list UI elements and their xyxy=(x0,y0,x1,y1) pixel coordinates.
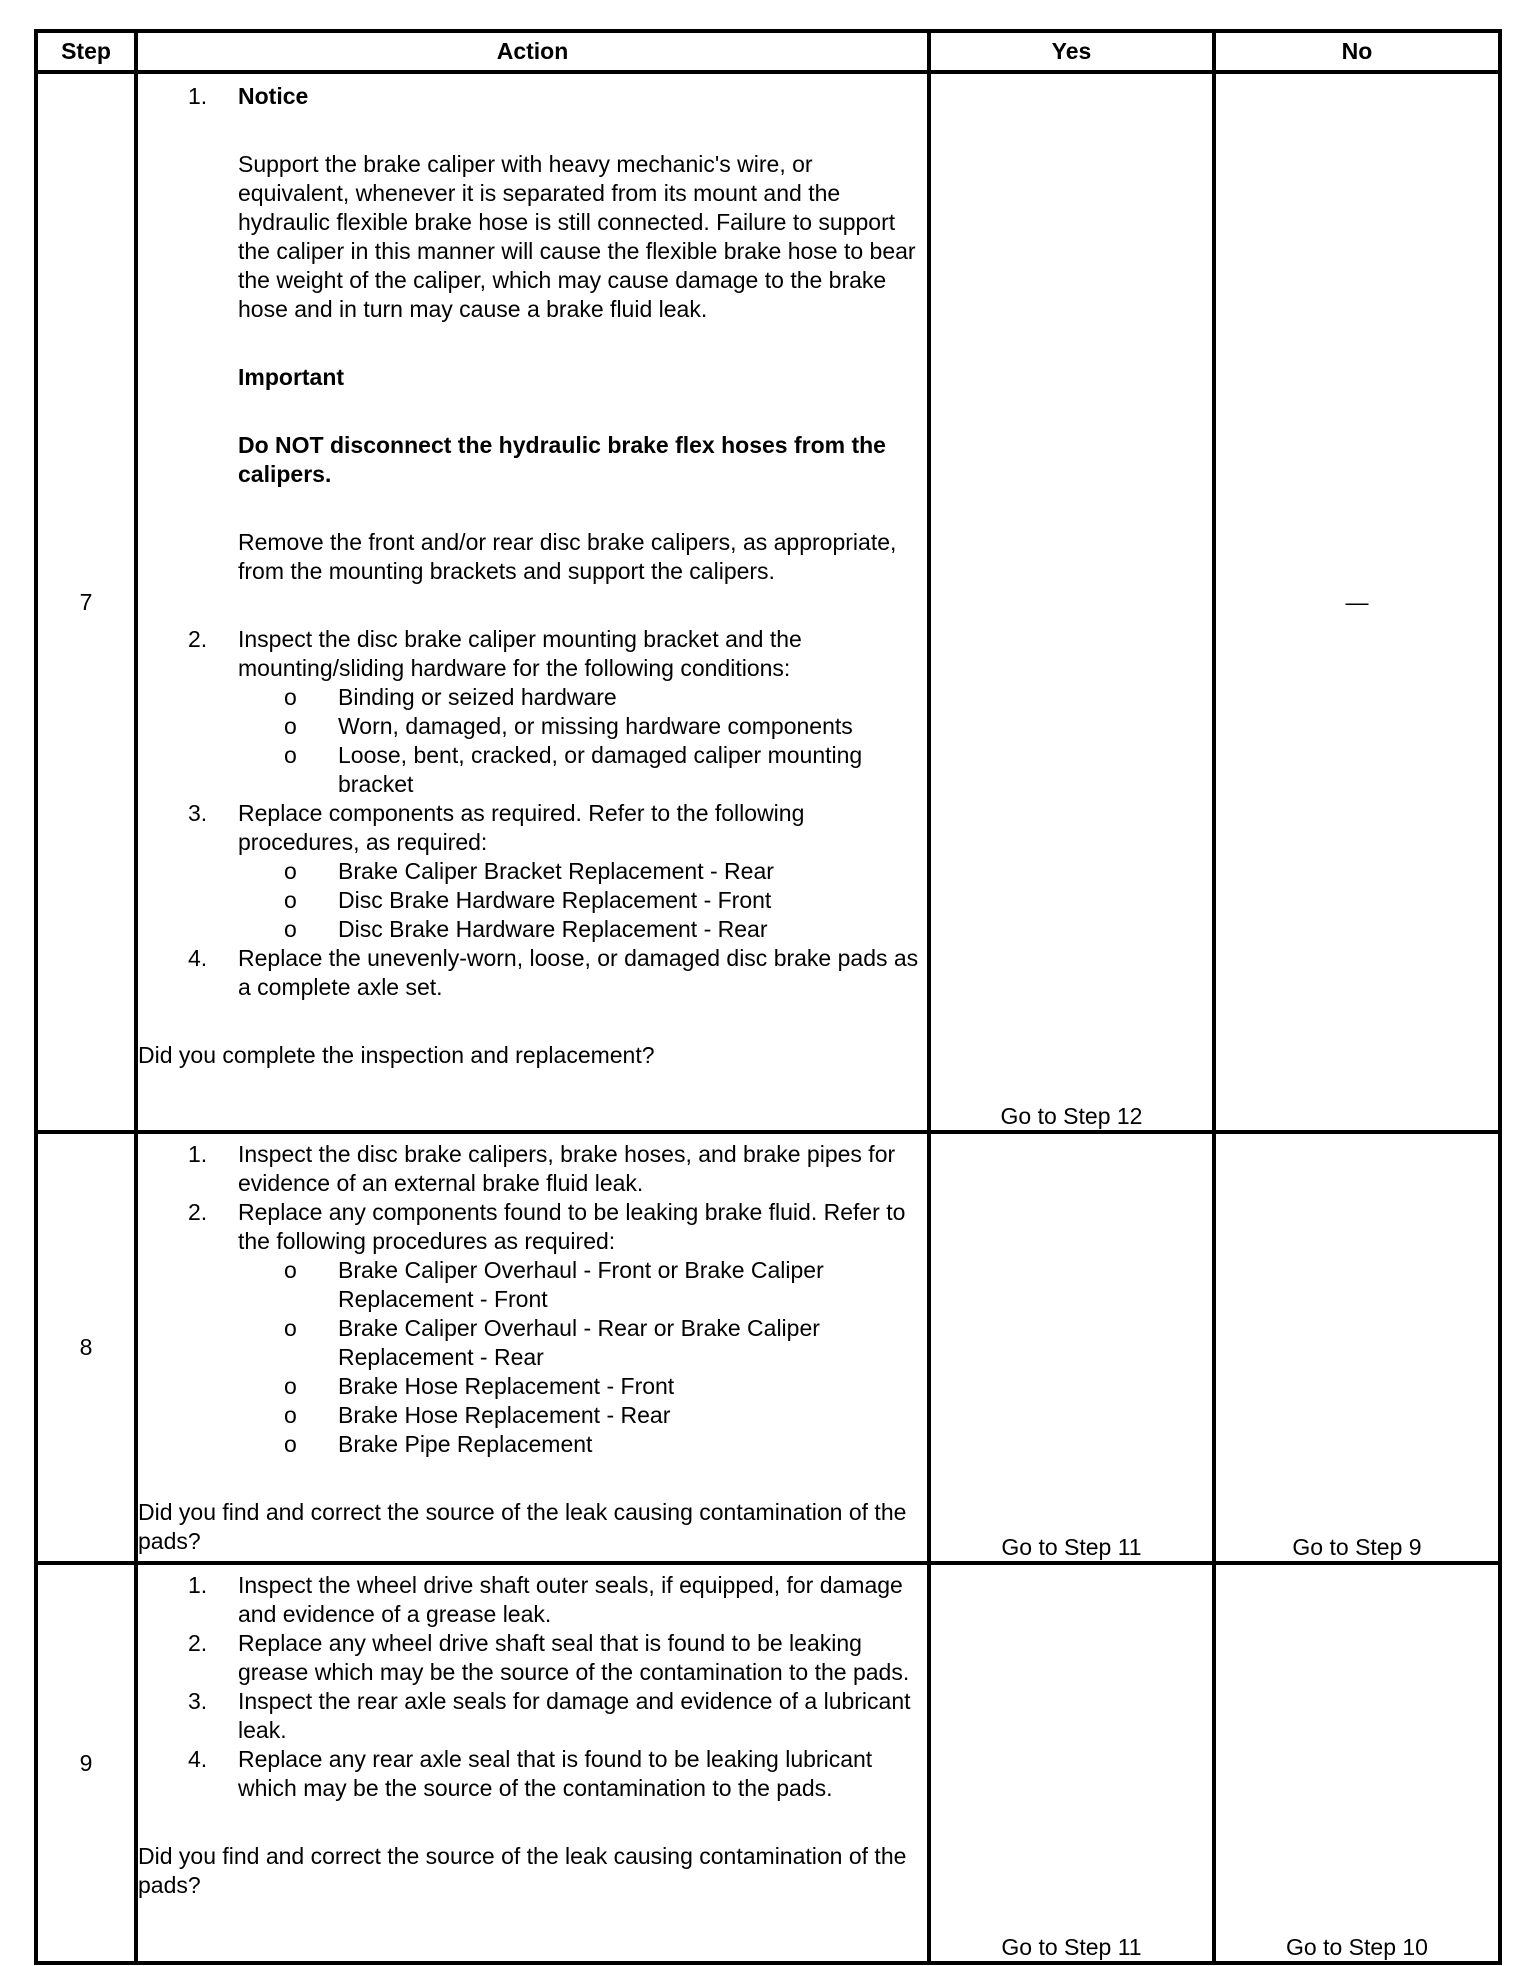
item-text: Replace the unevenly-worn, loose, or damaged disc brake pads as a complete axle set. xyxy=(238,945,919,1000)
sub-list xyxy=(138,683,927,799)
diagnostic-table xyxy=(34,29,1502,1965)
table-row xyxy=(36,1563,1500,1963)
table-row xyxy=(36,1132,1500,1563)
bullet-icon: o xyxy=(284,858,297,884)
sub-item xyxy=(138,915,927,944)
list-item xyxy=(138,1140,927,1198)
sub-item-text: Loose, bent, cracked, or damaged caliper mounting bracket xyxy=(338,742,863,797)
sub-item-text: Brake Pipe Replacement xyxy=(338,1431,593,1457)
sub-item xyxy=(138,1256,927,1314)
list-item xyxy=(138,1629,927,1687)
sub-item-text: Binding or seized hardware xyxy=(338,684,617,710)
bullet-icon: o xyxy=(284,713,297,739)
item-text: Inspect the disc brake calipers, brake hoses, and brake pipes for evidence of an external brake fluid leak. xyxy=(238,1141,896,1196)
item-text: Replace any rear axle seal that is found to be leaking lubricant which may be the source of the contamination to the pads. xyxy=(238,1746,873,1801)
sub-item xyxy=(138,741,927,799)
bullet-icon: o xyxy=(284,1257,297,1283)
table-row xyxy=(36,72,1500,1132)
item-number: 3. xyxy=(188,1688,208,1714)
step-list xyxy=(138,1571,927,1842)
header-row xyxy=(36,31,1500,72)
action-cell xyxy=(136,1563,929,1963)
question-text: Did you find and correct the source of the leak causing contamination of the pads? xyxy=(138,1843,907,1898)
step-number: 9 xyxy=(36,1563,136,1963)
bullet-icon: o xyxy=(284,1431,297,1457)
item-number: 2. xyxy=(188,1199,208,1225)
sub-item xyxy=(138,1314,927,1372)
sub-item-text: Brake Caliper Overhaul - Rear or Brake Caliper Replacement - Rear xyxy=(338,1315,820,1370)
item-text: Inspect the disc brake caliper mounting bracket and the mounting/sliding hardware for the following conditions: xyxy=(238,626,802,681)
item-number: 4. xyxy=(188,1746,208,1772)
question-text: Did you find and correct the source of the leak causing contamination of the pads? xyxy=(138,1499,907,1554)
header-step: Step xyxy=(36,31,136,72)
sub-item xyxy=(138,886,927,915)
sub-list xyxy=(138,857,927,944)
list-item xyxy=(138,799,927,944)
step-number: 8 xyxy=(36,1132,136,1563)
sub-item-text: Disc Brake Hardware Replacement - Front xyxy=(338,887,772,913)
item-text: Inspect the wheel drive shaft outer seals, if equipped, for damage and evidence of a grease leak. xyxy=(238,1572,903,1627)
bullet-icon: o xyxy=(284,742,297,768)
item-number: 1. xyxy=(188,1141,208,1167)
no-cell: Go to Step 9 xyxy=(1214,1132,1500,1563)
item-text: Remove the front and/or rear disc brake calipers, as appropriate, from the mounting brackets and support the calipers. xyxy=(238,529,897,584)
item-number: 2. xyxy=(188,626,208,652)
bullet-icon: o xyxy=(284,916,297,942)
list-item xyxy=(138,1198,927,1498)
no-cell: Go to Step 10 xyxy=(1214,1563,1500,1963)
item-text: Replace any wheel drive shaft seal that is found to be leaking grease which may be the source of the contamination to the pads. xyxy=(238,1630,910,1685)
action-cell xyxy=(136,72,929,1132)
item-text: Replace components as required. Refer to the following procedures, as required: xyxy=(238,800,805,855)
sub-item xyxy=(138,857,927,886)
step-list xyxy=(138,1140,927,1498)
list-item xyxy=(138,82,927,625)
sub-item xyxy=(138,712,927,741)
list-item xyxy=(138,944,927,1041)
bullet-icon: o xyxy=(284,887,297,913)
important-text: Do NOT disconnect the hydraulic brake flex hoses from the calipers. xyxy=(238,432,886,487)
bullet-icon: o xyxy=(284,1315,297,1341)
action-cell xyxy=(136,1132,929,1563)
sub-list xyxy=(138,1256,927,1459)
sub-item-text: Disc Brake Hardware Replacement - Rear xyxy=(338,916,768,942)
list-item xyxy=(138,1571,927,1629)
header-no: No xyxy=(1214,31,1500,72)
bullet-icon: o xyxy=(284,684,297,710)
item-number: 1. xyxy=(188,1572,208,1598)
list-item xyxy=(138,1745,927,1842)
list-item xyxy=(138,625,927,799)
important-label: Important xyxy=(238,364,345,390)
sub-item-text: Brake Hose Replacement - Rear xyxy=(338,1402,671,1428)
sub-item-text: Brake Caliper Bracket Replacement - Rear xyxy=(338,858,774,884)
header-action: Action xyxy=(136,31,929,72)
sub-item-text: Brake Caliper Overhaul - Front or Brake Caliper Replacement - Front xyxy=(338,1257,824,1312)
bullet-icon: o xyxy=(284,1373,297,1399)
header-yes: Yes xyxy=(929,31,1214,72)
sub-item-text: Brake Hose Replacement - Front xyxy=(338,1373,675,1399)
sub-item xyxy=(138,1430,927,1459)
item-text: Replace any components found to be leaking brake fluid. Refer to the following procedures as required: xyxy=(238,1199,906,1254)
sub-item xyxy=(138,1401,927,1430)
item-number: 2. xyxy=(188,1630,208,1656)
list-item xyxy=(138,1687,927,1745)
bullet-icon: o xyxy=(284,1402,297,1428)
item-number: 4. xyxy=(188,945,208,971)
question-text: Did you complete the inspection and replacement? xyxy=(138,1042,655,1068)
item-number: 1. xyxy=(188,83,208,109)
sub-item xyxy=(138,1372,927,1401)
step-number: 7 xyxy=(36,72,136,1132)
sub-item xyxy=(138,683,927,712)
item-number: 3. xyxy=(188,800,208,826)
sub-item-text: Worn, damaged, or missing hardware components xyxy=(338,713,853,739)
notice-label: Notice xyxy=(238,83,309,109)
yes-cell: Go to Step 11 xyxy=(929,1132,1214,1563)
item-text: Inspect the rear axle seals for damage and evidence of a lubricant leak. xyxy=(238,1688,911,1743)
yes-cell: Go to Step 12 xyxy=(929,72,1214,1132)
step-list xyxy=(138,82,927,1041)
yes-cell: Go to Step 11 xyxy=(929,1563,1214,1963)
no-cell: — xyxy=(1214,72,1500,1132)
notice-text: Support the brake caliper with heavy mechanic's wire, or equivalent, whenever it is separated from its mount and the hydraulic flexible brake hose is still connected. Failure to support the caliper in this manner will cause the flexible brake hose to bear the weight of the caliper, which may cause damage to the brake hose and in turn may cause a brake fluid leak. xyxy=(238,151,916,322)
